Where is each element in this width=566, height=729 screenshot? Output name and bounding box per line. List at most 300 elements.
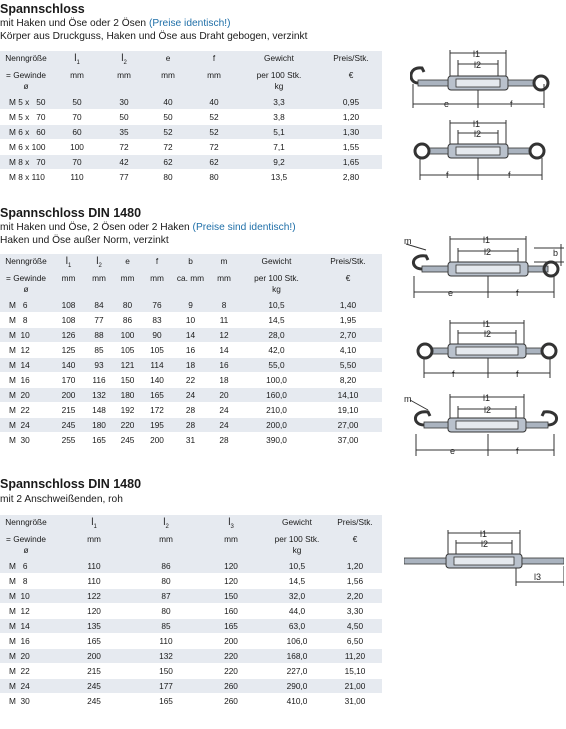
row-value-cell: 132	[136, 648, 196, 663]
table-row	[0, 95, 382, 110]
row-value-cell: 9,2	[238, 154, 320, 169]
row-value-cell: 215	[52, 402, 85, 417]
row-value-cell: 132	[85, 387, 113, 402]
table-row	[0, 327, 382, 342]
row-value-cell: 19,10	[314, 402, 382, 417]
dia2b-f-left-label: f	[452, 369, 455, 378]
t1-h-e: e	[146, 51, 190, 70]
row-value-cell: 180	[113, 387, 142, 402]
t2-h-l2: $l_2$	[85, 254, 113, 273]
row-value-cell: 260	[196, 693, 266, 708]
table-1	[0, 51, 382, 185]
row-value-cell: 24	[209, 402, 239, 417]
row-value-cell: 168,0	[266, 648, 328, 663]
row-value-cell: 85	[85, 342, 113, 357]
row-value-cell: 1,95	[314, 312, 382, 327]
table-row	[0, 124, 382, 139]
dia2a-f-label: f	[516, 288, 519, 298]
row-value-cell: 80	[113, 298, 142, 313]
row-value-cell: 87	[136, 588, 196, 603]
row-value-cell: 5,50	[314, 357, 382, 372]
section-1-desc-line2: Körper aus Druckguss, Haken und Öse aus Draht gebogen, verzinkt	[0, 31, 308, 42]
row-value-cell: 114	[142, 357, 172, 372]
row-value-cell: 13,5	[238, 169, 320, 184]
row-size-cell: M 6 x 100	[0, 139, 52, 154]
t1-h3-dia: ø	[0, 81, 52, 95]
row-value-cell: 1,55	[320, 139, 382, 154]
table-row	[0, 663, 382, 678]
row-value-cell: 80	[136, 603, 196, 618]
table-row	[0, 342, 382, 357]
row-value-cell: 4,50	[328, 618, 382, 633]
row-value-cell: 227,0	[266, 663, 328, 678]
row-value-cell: 10,5	[239, 298, 314, 313]
row-value-cell: 18	[172, 357, 209, 372]
row-value-cell: 83	[142, 312, 172, 327]
section-3-desc-line1: mit 2 Anschweißenden, roh	[0, 494, 123, 505]
row-value-cell: 40	[190, 95, 238, 110]
row-size-cell: M 30	[0, 432, 52, 447]
t1-h-l1: $l_1$	[52, 51, 102, 70]
row-size-cell: M 8	[0, 312, 52, 327]
row-size-cell: M 22	[0, 402, 52, 417]
row-value-cell: 24	[209, 417, 239, 432]
t2-h2-b: ca. mm	[172, 273, 209, 285]
row-value-cell: 0,95	[320, 95, 382, 110]
t1-h2-f: mm	[190, 70, 238, 82]
row-value-cell: 116	[85, 372, 113, 387]
row-value-cell: 220	[113, 417, 142, 432]
t1-h2-e: mm	[146, 70, 190, 82]
row-value-cell: 7,1	[238, 139, 320, 154]
t1-h-l2: $l_2$	[102, 51, 146, 70]
row-size-cell: M 14	[0, 618, 52, 633]
row-value-cell: 195	[142, 417, 172, 432]
dia2a-l1-label: l1	[483, 235, 491, 245]
row-size-cell: M 10	[0, 588, 52, 603]
row-size-cell: M 8	[0, 573, 52, 588]
row-value-cell: 42,0	[239, 342, 314, 357]
row-value-cell: 28,0	[239, 327, 314, 342]
row-value-cell: 2,80	[320, 169, 382, 184]
row-size-cell: M 16	[0, 633, 52, 648]
row-value-cell: 27,00	[314, 417, 382, 432]
row-value-cell: 200	[196, 633, 266, 648]
t3-h-price: Preis/Stk.	[328, 515, 382, 534]
row-value-cell: 8	[209, 298, 239, 313]
table-row	[0, 573, 382, 588]
row-value-cell: 3,3	[238, 95, 320, 110]
row-value-cell: 200,0	[239, 417, 314, 432]
row-value-cell: 63,0	[266, 618, 328, 633]
row-value-cell: 20	[209, 387, 239, 402]
row-value-cell: 52	[146, 124, 190, 139]
dia1b-l1-label: l1	[473, 119, 481, 129]
row-value-cell: 85	[136, 618, 196, 633]
row-value-cell: 160	[196, 603, 266, 618]
table-row	[0, 603, 382, 618]
table-row	[0, 633, 382, 648]
row-value-cell: 210,0	[239, 402, 314, 417]
row-value-cell: 28	[172, 417, 209, 432]
t2-h-l1: $l_1$	[52, 254, 85, 273]
t3-h2-size: = Gewinde	[0, 534, 52, 546]
row-value-cell: 16	[172, 342, 209, 357]
row-value-cell: 148	[85, 402, 113, 417]
row-value-cell: 4,10	[314, 342, 382, 357]
row-value-cell: 52	[190, 109, 238, 124]
dia2b-f-right-label: f	[516, 369, 519, 378]
diagram-hook-eye-1	[410, 48, 560, 108]
diagram-eye-eye-2	[410, 318, 560, 378]
row-value-cell: 220	[196, 648, 266, 663]
row-value-cell: 125	[52, 342, 85, 357]
row-value-cell: 37,00	[314, 432, 382, 447]
row-value-cell: 8,20	[314, 372, 382, 387]
row-value-cell: 165	[85, 432, 113, 447]
t2-h2-weight: per 100 Stk.	[239, 273, 314, 285]
row-size-cell: M 12	[0, 603, 52, 618]
row-value-cell: 18	[209, 372, 239, 387]
t3-h2-l3: mm	[196, 534, 266, 546]
row-value-cell: 260	[196, 678, 266, 693]
row-value-cell: 290,0	[266, 678, 328, 693]
row-value-cell: 15,10	[328, 663, 382, 678]
row-value-cell: 52	[190, 124, 238, 139]
row-value-cell: 28	[209, 432, 239, 447]
dia2a-m-label: m	[404, 236, 412, 246]
row-size-cell: M 16	[0, 372, 52, 387]
row-value-cell: 192	[113, 402, 142, 417]
row-size-cell: M 6	[0, 559, 52, 574]
row-value-cell: 110	[52, 573, 136, 588]
row-value-cell: 22	[172, 372, 209, 387]
row-value-cell: 42	[102, 154, 146, 169]
t1-h-size: Nenngröße	[0, 51, 52, 70]
row-value-cell: 110	[136, 633, 196, 648]
row-value-cell: 11,20	[328, 648, 382, 663]
row-value-cell: 31	[172, 432, 209, 447]
table-row	[0, 588, 382, 603]
row-value-cell: 11	[209, 312, 239, 327]
t1-h2-l2: mm	[102, 70, 146, 82]
dia1b-f-left-label: f	[446, 170, 449, 180]
dia3-l3-label: l3	[534, 572, 542, 582]
row-value-cell: 35	[102, 124, 146, 139]
row-value-cell: 50	[52, 95, 102, 110]
row-value-cell: 70	[52, 154, 102, 169]
row-value-cell: 245	[52, 678, 136, 693]
t3-h3-kg: kg	[266, 545, 328, 559]
dia3-l2-label: l2	[481, 539, 489, 549]
t3-h2-price: €	[328, 534, 382, 546]
t3-h2-l1: mm	[52, 534, 136, 546]
row-value-cell: 150	[113, 372, 142, 387]
t1-h-f: f	[190, 51, 238, 70]
row-value-cell: 121	[113, 357, 142, 372]
section-1-title: Spannschloss	[0, 2, 85, 16]
t3-h-weight: Gewicht	[266, 515, 328, 534]
row-value-cell: 126	[52, 327, 85, 342]
t2-h-e: e	[113, 254, 142, 273]
row-value-cell: 390,0	[239, 432, 314, 447]
row-size-cell: M 12	[0, 342, 52, 357]
t3-h3-dia: ø	[0, 545, 52, 559]
row-value-cell: 150	[196, 588, 266, 603]
row-size-cell: M 24	[0, 678, 52, 693]
row-value-cell: 135	[52, 618, 136, 633]
row-value-cell: 106,0	[266, 633, 328, 648]
row-value-cell: 2,70	[314, 327, 382, 342]
section-2-title: Spannschloss DIN 1480	[0, 206, 142, 220]
t2-h-f: f	[142, 254, 172, 273]
t2-h2-price: €	[314, 273, 382, 285]
row-value-cell: 5,1	[238, 124, 320, 139]
table-row	[0, 618, 382, 633]
row-value-cell: 84	[85, 298, 113, 313]
row-value-cell: 31,00	[328, 693, 382, 708]
section-2-desc-line2: Haken und Öse außer Norm, verzinkt	[0, 235, 169, 246]
table-3	[0, 515, 382, 709]
dia2c-l1-label: l1	[483, 393, 491, 403]
t3-h-size: Nenngröße	[0, 515, 52, 534]
row-value-cell: 100	[113, 327, 142, 342]
row-value-cell: 40	[146, 95, 190, 110]
row-value-cell: 120	[52, 603, 136, 618]
dia2a-e-label: e	[448, 288, 454, 298]
row-value-cell: 245	[52, 693, 136, 708]
row-value-cell: 110	[52, 169, 102, 184]
row-value-cell: 1,20	[320, 109, 382, 124]
row-value-cell: 177	[136, 678, 196, 693]
row-value-cell: 50	[146, 109, 190, 124]
table-row	[0, 693, 382, 708]
section-2-price-note: (Preise sind identisch!)	[192, 222, 296, 233]
diagram-eye-eye-1	[410, 118, 560, 180]
row-size-cell: M 8 x 110	[0, 169, 52, 184]
row-value-cell: 3,8	[238, 109, 320, 124]
row-value-cell: 72	[146, 139, 190, 154]
row-size-cell: M 8 x 70	[0, 154, 52, 169]
row-value-cell: 165	[142, 387, 172, 402]
row-value-cell: 120	[196, 559, 266, 574]
row-value-cell: 165	[136, 693, 196, 708]
row-value-cell: 3,30	[328, 603, 382, 618]
row-value-cell: 9	[172, 298, 209, 313]
dia1b-l2-label: l2	[474, 129, 482, 139]
row-value-cell: 220	[196, 663, 266, 678]
row-value-cell: 120	[196, 573, 266, 588]
t3-h-l3: $l_3$	[196, 515, 266, 534]
t1-h3-kg: kg	[238, 81, 320, 95]
row-value-cell: 10,5	[266, 559, 328, 574]
t1-h-weight: Gewicht	[238, 51, 320, 70]
t1-h2-weight: per 100 Stk.	[238, 70, 320, 82]
row-value-cell: 108	[52, 298, 85, 313]
row-value-cell: 70	[52, 109, 102, 124]
row-value-cell: 80	[146, 169, 190, 184]
t2-h3-kg: kg	[239, 284, 314, 298]
table-row	[0, 402, 382, 417]
section-1-price-note: (Preise identisch!)	[148, 18, 231, 29]
row-value-cell: 50	[102, 109, 146, 124]
row-value-cell: 140	[52, 357, 85, 372]
row-value-cell: 255	[52, 432, 85, 447]
row-value-cell: 105	[113, 342, 142, 357]
row-value-cell: 14,5	[239, 312, 314, 327]
row-value-cell: 140	[142, 372, 172, 387]
table-row	[0, 154, 382, 169]
row-value-cell: 245	[113, 432, 142, 447]
table-row	[0, 298, 382, 313]
row-value-cell: 10	[172, 312, 209, 327]
dia1b-f-right-label: f	[508, 170, 511, 180]
row-value-cell: 14,5	[266, 573, 328, 588]
row-value-cell: 93	[85, 357, 113, 372]
row-value-cell: 88	[85, 327, 113, 342]
row-size-cell: M 5 x 50	[0, 95, 52, 110]
row-value-cell: 55,0	[239, 357, 314, 372]
row-value-cell: 200	[52, 648, 136, 663]
dia1a-f-label: f	[510, 99, 513, 108]
row-value-cell: 1,40	[314, 298, 382, 313]
row-value-cell: 21,00	[328, 678, 382, 693]
row-value-cell: 80	[136, 573, 196, 588]
row-value-cell: 122	[52, 588, 136, 603]
table-row	[0, 387, 382, 402]
row-value-cell: 1,30	[320, 124, 382, 139]
row-value-cell: 77	[85, 312, 113, 327]
dia2c-l2-label: l2	[484, 405, 492, 415]
row-value-cell: 14	[172, 327, 209, 342]
section-1-desc-line1: mit Haken und Öse oder 2 Ösen	[0, 18, 147, 29]
table-row	[0, 648, 382, 663]
diagram-hook-eye-2	[404, 234, 564, 298]
row-value-cell: 108	[52, 312, 85, 327]
row-value-cell: 77	[102, 169, 146, 184]
t3-h2-l2: mm	[136, 534, 196, 546]
dia2a-b-label: b	[553, 248, 559, 258]
row-value-cell: 180	[85, 417, 113, 432]
row-value-cell: 72	[190, 139, 238, 154]
row-value-cell: 200	[52, 387, 85, 402]
dia2c-m-label: m	[404, 394, 412, 404]
row-value-cell: 86	[136, 559, 196, 574]
row-value-cell: 76	[142, 298, 172, 313]
row-value-cell: 16	[209, 357, 239, 372]
row-size-cell: M 6 x 60	[0, 124, 52, 139]
dia1a-e-label: e	[444, 99, 450, 108]
table-row	[0, 139, 382, 154]
t2-h-size: Nenngröße	[0, 254, 52, 273]
row-value-cell: 165	[52, 633, 136, 648]
t3-h2-weight: per 100 Stk.	[266, 534, 328, 546]
dia3-l1-label: l1	[480, 529, 488, 539]
table-row	[0, 417, 382, 432]
row-value-cell: 28	[172, 402, 209, 417]
row-value-cell: 62	[190, 154, 238, 169]
t3-h-l1: $l_1$	[52, 515, 136, 534]
row-value-cell: 105	[142, 342, 172, 357]
t2-h2-f: mm	[142, 273, 172, 285]
t3-h-l2: $l_2$	[136, 515, 196, 534]
row-value-cell: 170	[52, 372, 85, 387]
dia2b-l2-label: l2	[484, 329, 492, 339]
row-value-cell: 200	[142, 432, 172, 447]
row-size-cell: M 24	[0, 417, 52, 432]
table-row	[0, 559, 382, 574]
table-row	[0, 109, 382, 124]
row-size-cell: M 20	[0, 648, 52, 663]
t2-h-m: m	[209, 254, 239, 273]
row-value-cell: 72	[102, 139, 146, 154]
t2-h2-e: mm	[113, 273, 142, 285]
row-value-cell: 245	[52, 417, 85, 432]
row-value-cell: 12	[209, 327, 239, 342]
row-value-cell: 80	[190, 169, 238, 184]
table-row	[0, 357, 382, 372]
table-row	[0, 678, 382, 693]
row-value-cell: 172	[142, 402, 172, 417]
diagram-hook-hook-2	[404, 392, 564, 456]
row-size-cell: M 22	[0, 663, 52, 678]
row-size-cell: M 30	[0, 693, 52, 708]
row-value-cell: 62	[146, 154, 190, 169]
t2-h-weight: Gewicht	[239, 254, 314, 273]
row-value-cell: 44,0	[266, 603, 328, 618]
t2-h2-l2: mm	[85, 273, 113, 285]
row-value-cell: 14,10	[314, 387, 382, 402]
table-row	[0, 169, 382, 184]
row-value-cell: 86	[113, 312, 142, 327]
table-row	[0, 312, 382, 327]
row-value-cell: 110	[52, 559, 136, 574]
dia2a-l2-label: l2	[484, 247, 492, 257]
row-value-cell: 32,0	[266, 588, 328, 603]
diagram-weld-ends-3	[404, 528, 564, 588]
row-value-cell: 60	[52, 124, 102, 139]
row-value-cell: 2,20	[328, 588, 382, 603]
dia1a-l1-label: l1	[473, 49, 481, 59]
row-value-cell: 215	[52, 663, 136, 678]
t2-h2-m: mm	[209, 273, 239, 285]
row-value-cell: 6,50	[328, 633, 382, 648]
section-2-desc-line1: mit Haken und Öse, 2 Ösen oder 2 Haken	[0, 222, 190, 233]
t2-h2-l1: mm	[52, 273, 85, 285]
dia2b-l1-label: l1	[483, 319, 491, 329]
dia1a-l2-label: l2	[474, 60, 482, 70]
t2-h3-dia: ø	[0, 284, 52, 298]
row-value-cell: 100	[52, 139, 102, 154]
t1-h-price: Preis/Stk.	[320, 51, 382, 70]
row-value-cell: 160,0	[239, 387, 314, 402]
row-value-cell: 150	[136, 663, 196, 678]
table-row	[0, 432, 382, 447]
row-size-cell: M 14	[0, 357, 52, 372]
row-value-cell: 1,65	[320, 154, 382, 169]
row-value-cell: 165	[196, 618, 266, 633]
section-3-title: Spannschloss DIN 1480	[0, 477, 142, 491]
t2-h-b: b	[172, 254, 209, 273]
row-size-cell: M 10	[0, 327, 52, 342]
row-size-cell: M 5 x 70	[0, 109, 52, 124]
dia2c-e-label: e	[450, 446, 456, 456]
row-value-cell: 410,0	[266, 693, 328, 708]
row-size-cell: M 20	[0, 387, 52, 402]
table-row	[0, 372, 382, 387]
table-2	[0, 254, 382, 448]
t1-h2-size: = Gewinde	[0, 70, 52, 82]
